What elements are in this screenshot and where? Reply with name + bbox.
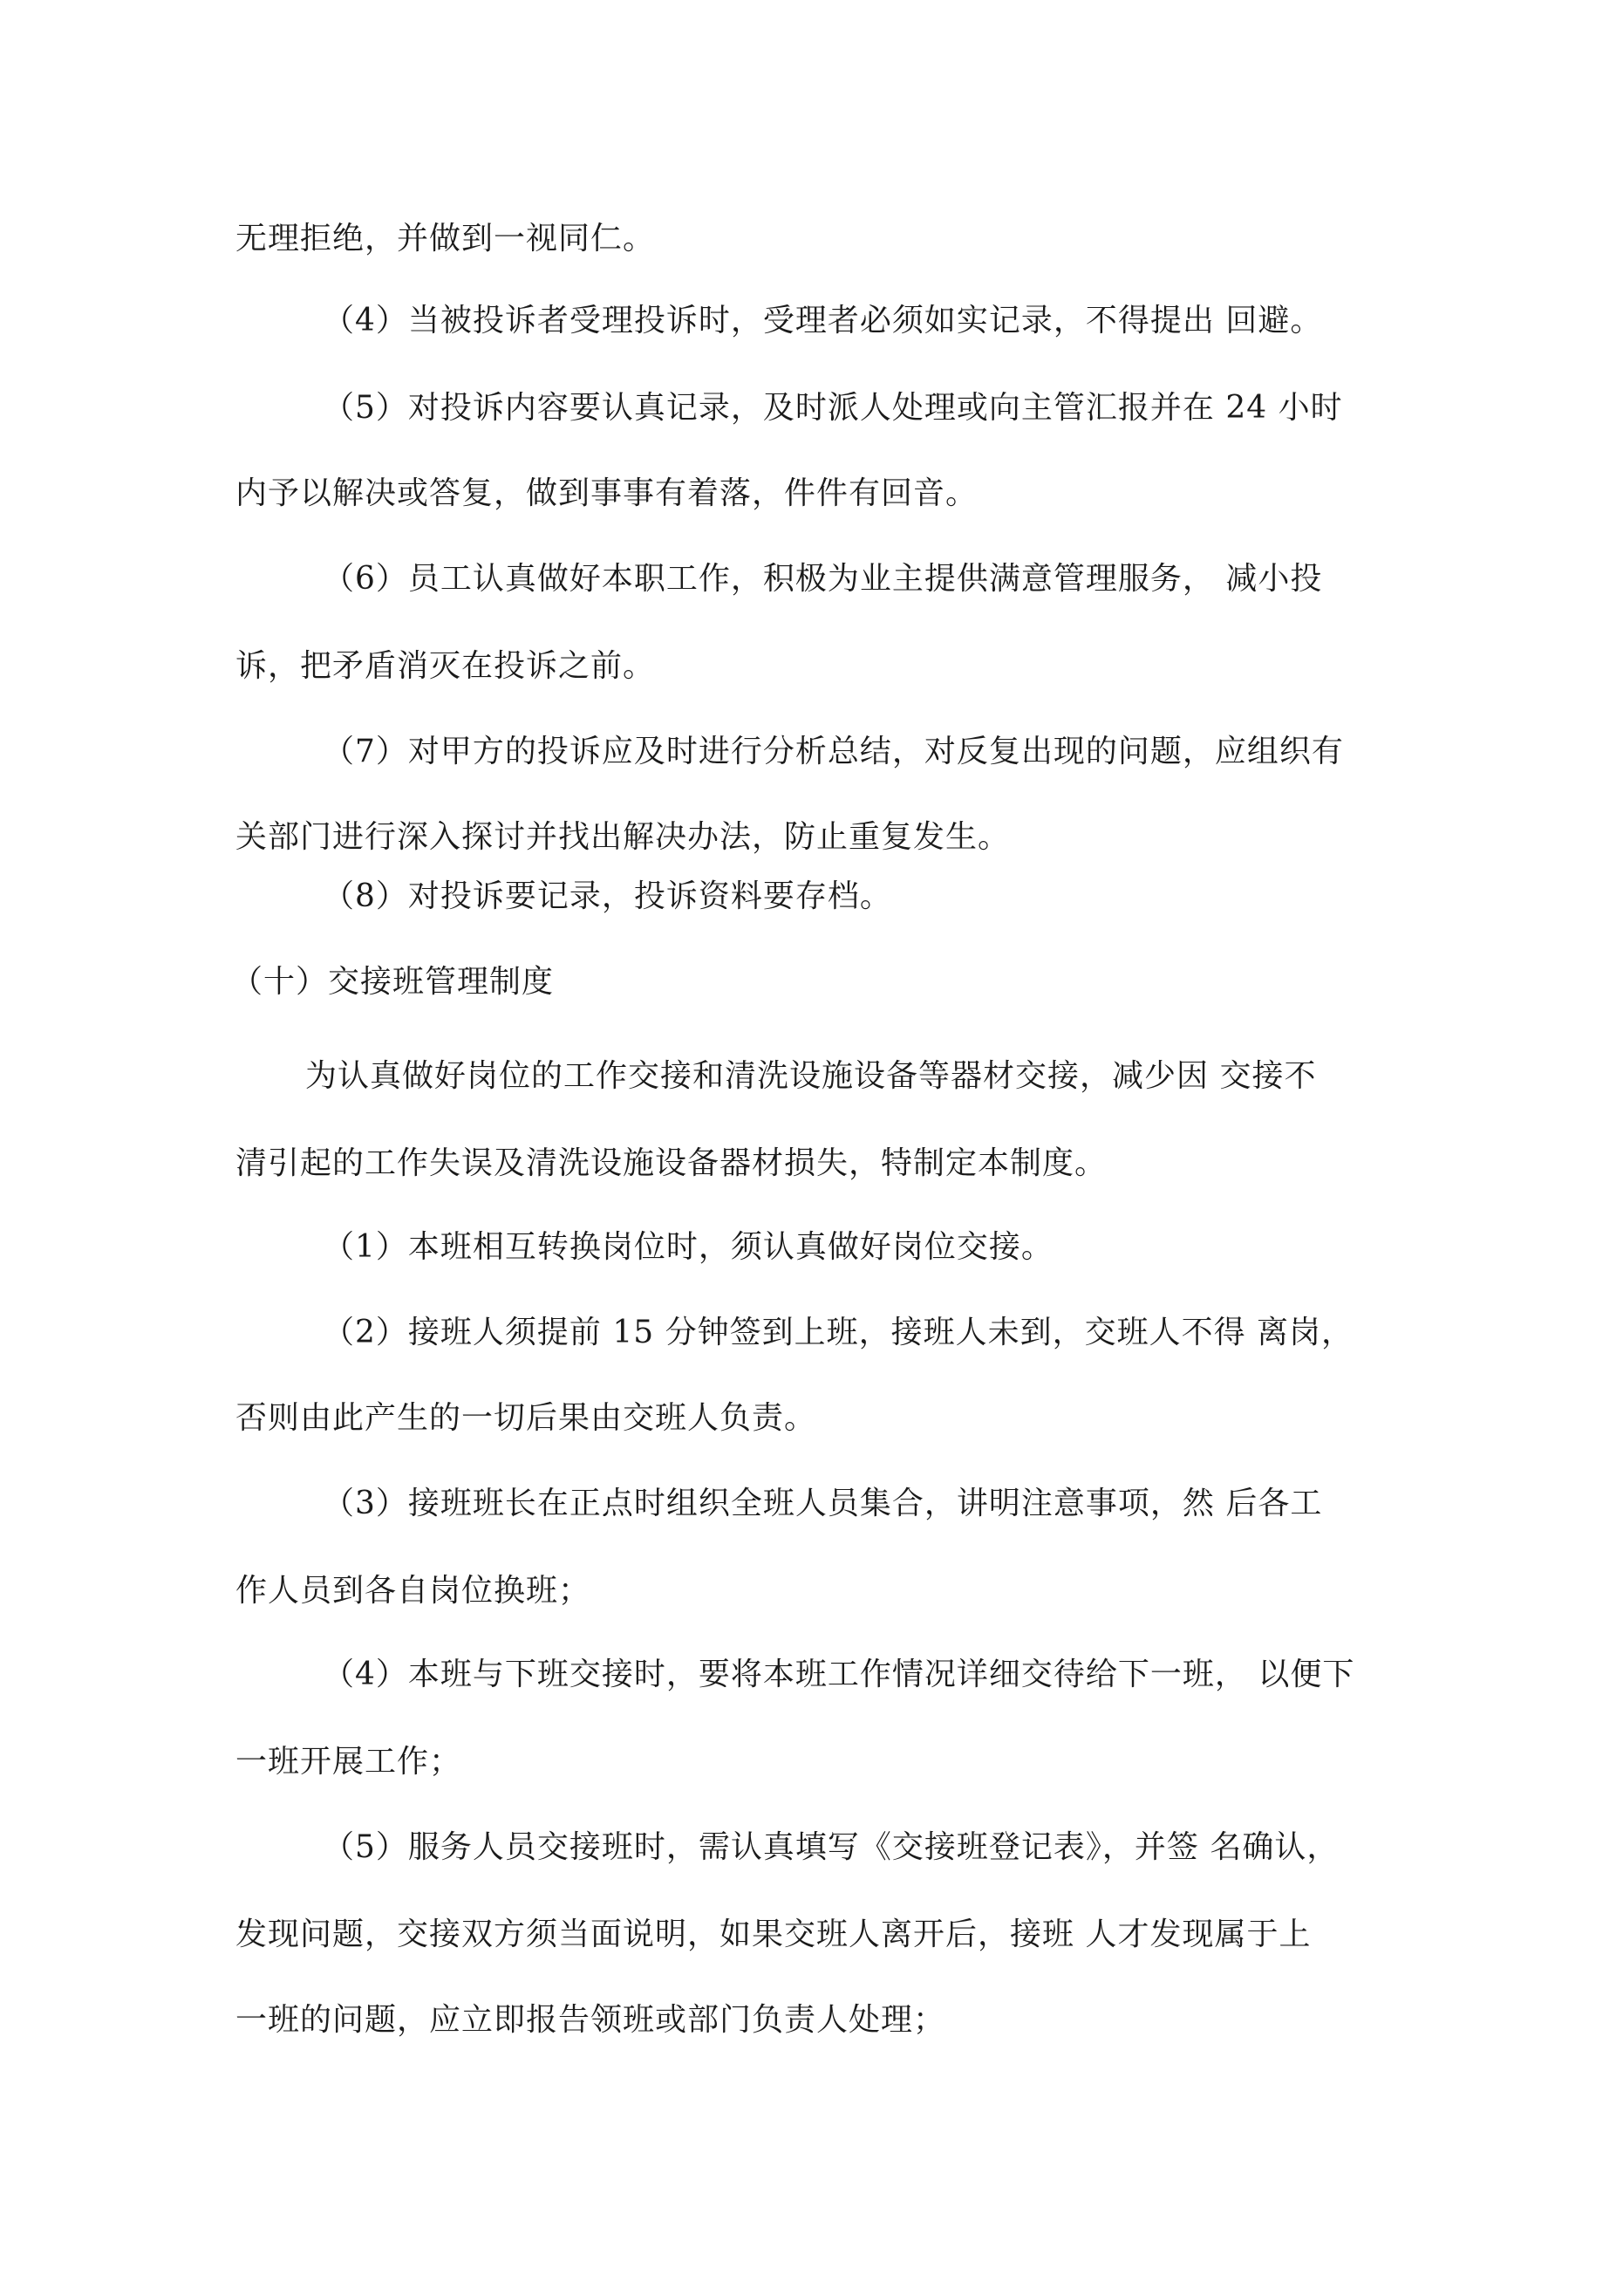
text-line: （4）本班与下班交接时，要将本班工作情况详细交待给下一班， 以便下 <box>323 1657 1355 1692</box>
text-line: 内予以解决或答复，做到事事有着落，件件有回音。 <box>235 475 979 511</box>
text-line: 一班开展工作； <box>235 1744 462 1780</box>
text-line: 否则由此产生的一切后果由交班人负责。 <box>235 1400 817 1436</box>
text-line: 为认真做好岗位的工作交接和清洗设施设备等器材交接，减少因 交接不 <box>305 1058 1317 1094</box>
text-line: 作人员到各自岗位换班； <box>235 1573 591 1609</box>
text-line: （5）服务人员交接班时，需认真填写《交接班登记表》，并签 名确认， <box>323 1829 1340 1865</box>
text-line: 诉，把矛盾消灭在投诉之前。 <box>235 648 656 684</box>
text-line: （6）员工认真做好本职工作，积极为业主提供满意管理服务， 减小投 <box>323 561 1323 597</box>
text-line: 发现问题，交接双方须当面说明，如果交班人离开后，接班 人才发现属于上 <box>235 1917 1312 1952</box>
text-line: 无理拒绝，并做到一视同仁。 <box>235 221 656 256</box>
text-line: 清引起的工作失误及清洗设施设备器材损失，特制定本制度。 <box>235 1145 1108 1181</box>
text-line: （4）当被投诉者受理投诉时，受理者必须如实记录，不得提出 回避。 <box>323 303 1323 338</box>
text-line: 关部门进行深入探讨并找出解决办法，防止重复发生。 <box>235 819 1011 855</box>
text-line: 一班的问题，应立即报告领班或部门负责人处理； <box>235 2002 946 2038</box>
text-line: （1）本班相互转换岗位时，须认真做好岗位交接。 <box>323 1229 1054 1265</box>
text-line: （7）对甲方的投诉应及时进行分析总结，对反复出现的问题，应组织有 <box>323 734 1344 769</box>
text-line: （8）对投诉要记录，投诉资料要存档。 <box>323 878 892 914</box>
text-line: （2）接班人须提前 15 分钟签到上班，接班人未到，交班人不得 离岗， <box>323 1315 1354 1350</box>
text-line: （5）对投诉内容要认真记录，及时派人处理或向主管汇报并在 24 小时 <box>323 390 1343 426</box>
section-heading: （十）交接班管理制度 <box>231 964 555 1000</box>
text-line: （3）接班班长在正点时组织全班人员集合，讲明注意事项，然 后各工 <box>323 1486 1323 1521</box>
